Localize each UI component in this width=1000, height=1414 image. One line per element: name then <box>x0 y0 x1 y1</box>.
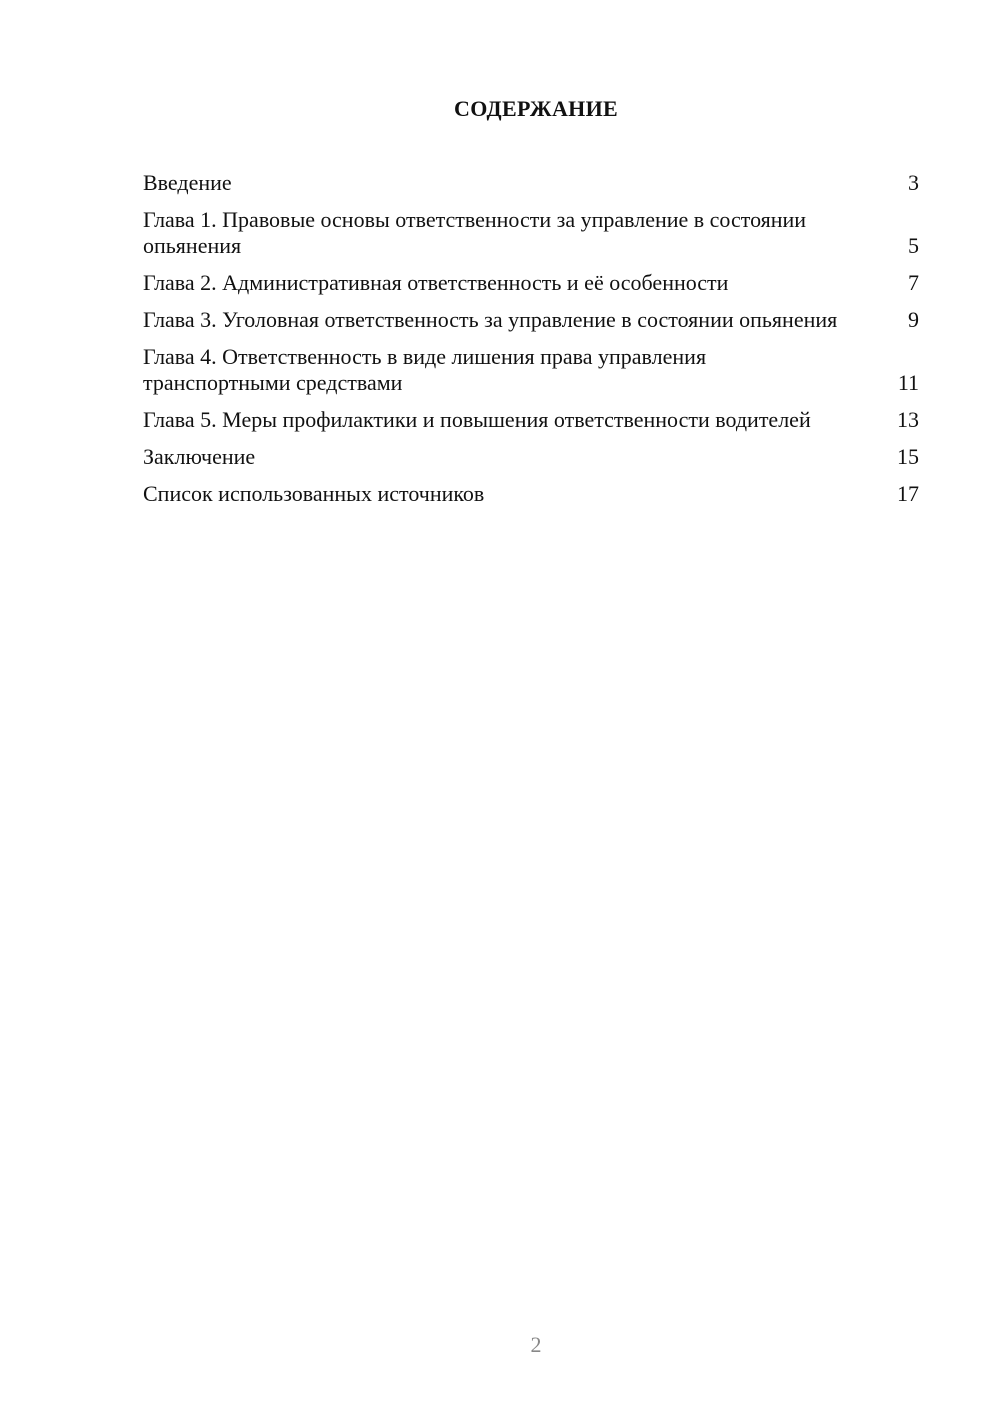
table-of-contents <box>143 170 919 518</box>
toc-entry-page: 17 <box>897 481 919 506</box>
toc-entry-page: 5 <box>908 233 919 258</box>
toc-entry-chapter-2[interactable] <box>143 270 919 296</box>
toc-entry-page: 9 <box>908 307 919 332</box>
toc-entry-title: Введение <box>143 170 232 195</box>
page-title: СОДЕРЖАНИЕ <box>454 96 618 121</box>
toc-entry-conclusion[interactable] <box>143 444 919 470</box>
toc-entry-title: Глава 5. Меры профилактики и повышения ответственности водителей <box>143 407 811 432</box>
toc-entry-chapter-1[interactable] <box>143 207 919 259</box>
toc-entry-references[interactable] <box>143 481 919 507</box>
toc-entry-title: Глава 4. Ответственность в виде лишения права управления транспортными средствами <box>143 344 707 395</box>
toc-entry-page: 13 <box>897 407 919 432</box>
toc-entry-chapter-3[interactable] <box>143 307 919 333</box>
toc-entry-title: Глава 1. Правовые основы ответственности за управление в состоянии опьянения <box>143 207 807 258</box>
toc-entry-title: Заключение <box>143 444 256 469</box>
toc-entry-introduction[interactable] <box>143 170 919 196</box>
toc-entry-page: 3 <box>908 170 919 195</box>
toc-entry-chapter-5[interactable] <box>143 407 919 433</box>
toc-entry-chapter-4[interactable] <box>143 344 919 396</box>
page-number: 2 <box>530 1332 542 1357</box>
toc-entry-title: Глава 3. Уголовная ответственность за управление в состоянии опьянения <box>143 307 838 332</box>
toc-entry-page: 7 <box>908 270 919 295</box>
toc-entry-page: 15 <box>897 444 919 469</box>
toc-entry-title: Глава 2. Административная ответственность и её особенности <box>143 270 729 295</box>
toc-entry-page: 11 <box>897 370 919 395</box>
toc-entry-title: Список использованных источников <box>143 481 485 506</box>
